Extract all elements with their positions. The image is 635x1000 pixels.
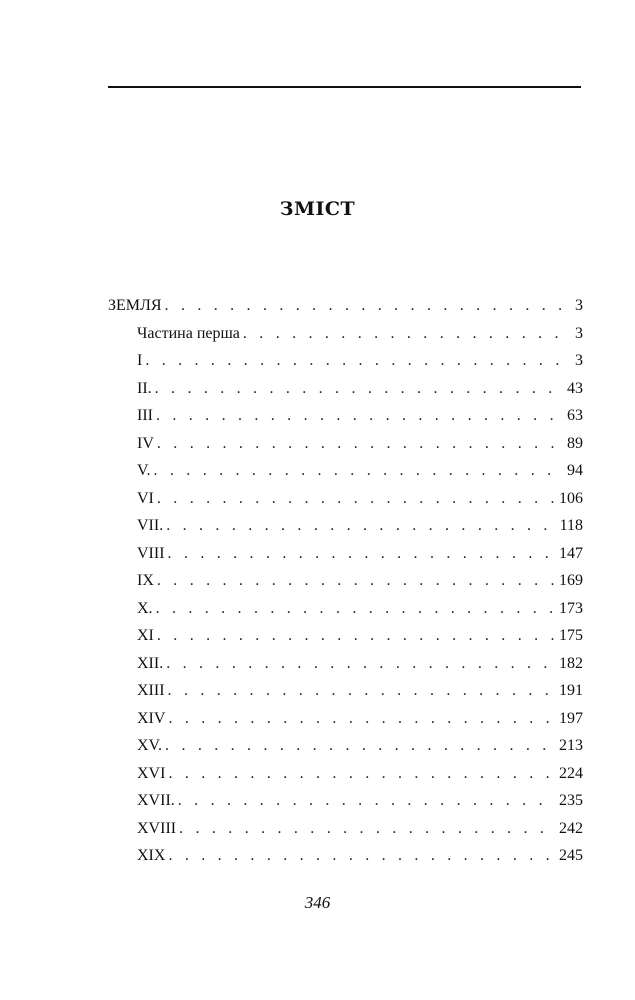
toc-entry-label: XI <box>137 627 154 644</box>
toc-entry-label: III <box>137 407 153 424</box>
toc-entry-page: 3 <box>575 352 583 369</box>
toc-entry-label: VIII <box>137 544 165 562</box>
toc-entry-label: IV <box>137 434 154 452</box>
toc-entry-label: X. <box>137 599 153 617</box>
toc-entry-page: 175 <box>559 627 583 644</box>
toc-entry <box>108 842 583 870</box>
toc-entry-page: 169 <box>559 572 583 589</box>
dot-leader <box>168 540 556 568</box>
dot-leader <box>156 595 556 623</box>
toc-entry <box>108 512 583 540</box>
toc-entry-page: 197 <box>559 709 583 727</box>
toc-entry-page: 242 <box>559 819 583 837</box>
toc-entry <box>108 457 583 485</box>
page-title: ЗМІСТ <box>279 198 356 220</box>
toc-entry <box>108 787 583 815</box>
toc-entry-page: 63 <box>567 407 583 424</box>
toc-entry-label: ЗЕМЛЯ <box>108 297 162 314</box>
page-number: 346 <box>304 893 331 912</box>
dot-leader <box>155 375 564 403</box>
toc-entry-page: 235 <box>559 792 583 809</box>
toc-entry-page: 89 <box>567 434 583 452</box>
toc-entry <box>108 650 583 678</box>
toc-entry-label: XV. <box>137 737 163 754</box>
toc-entry-page: 213 <box>559 737 583 754</box>
toc-entry-page: 182 <box>559 654 583 672</box>
toc-entry <box>108 347 583 375</box>
toc-entry <box>108 292 583 320</box>
dot-leader <box>168 705 556 733</box>
dot-leader <box>168 677 556 705</box>
dot-leader <box>157 485 556 513</box>
toc-entry-label: V. <box>137 462 151 479</box>
toc-entry-page: 43 <box>567 379 583 397</box>
dot-leader <box>178 787 556 815</box>
toc-entry-page: 106 <box>559 489 583 507</box>
toc-entry-page: 147 <box>559 544 583 562</box>
toc-entry-page: 173 <box>559 599 583 617</box>
toc-entry-page: 3 <box>575 297 583 314</box>
dot-leader <box>166 512 556 540</box>
toc-entry-label: II. <box>137 379 152 397</box>
toc-entry-page: 3 <box>575 324 583 342</box>
dot-leader <box>156 402 564 430</box>
toc-entry <box>108 402 583 430</box>
toc-entry-page: 245 <box>559 847 583 864</box>
toc-entry <box>108 677 583 705</box>
dot-leader <box>157 430 564 458</box>
dot-leader <box>179 815 556 843</box>
toc-entry-label: I <box>137 352 143 369</box>
dot-leader <box>157 622 556 650</box>
toc-entry-page: 118 <box>559 517 583 534</box>
toc-entry-page: 191 <box>559 682 583 699</box>
dot-leader <box>243 320 572 348</box>
toc-entry <box>108 430 583 458</box>
toc-entry <box>108 815 583 843</box>
dot-leader <box>145 347 572 375</box>
toc-entry <box>108 375 583 403</box>
toc-entry <box>108 705 583 733</box>
dot-leader <box>157 567 556 595</box>
dot-leader <box>154 457 565 485</box>
toc-entry-label: VI <box>137 489 154 507</box>
toc-entry-label: XIX <box>137 847 166 864</box>
toc-entry <box>108 732 583 760</box>
dot-leader <box>166 650 556 678</box>
toc-entry-label: XVIII <box>137 819 177 837</box>
table-of-contents <box>108 292 583 870</box>
toc-entry <box>108 595 583 623</box>
dot-leader <box>165 292 572 320</box>
dot-leader <box>168 760 556 788</box>
header-rule <box>108 86 581 88</box>
toc-entry <box>108 622 583 650</box>
dot-leader <box>168 842 556 870</box>
toc-entry-label: XIV <box>137 709 166 727</box>
toc-entry-label: XVII. <box>137 792 175 809</box>
toc-entry <box>108 320 583 348</box>
toc-entry-label: XVI <box>137 764 166 782</box>
toc-entry-page: 224 <box>559 764 583 782</box>
toc-entry-label: XII. <box>137 654 164 672</box>
toc-entry <box>108 485 583 513</box>
toc-entry-label: VII. <box>137 517 164 534</box>
toc-entry-label: Частина перша <box>137 324 240 342</box>
toc-entry <box>108 760 583 788</box>
toc-entry-label: IX <box>137 572 154 589</box>
dot-leader <box>165 732 556 760</box>
toc-entry <box>108 567 583 595</box>
toc-entry-label: XIII <box>137 682 165 699</box>
toc-entry <box>108 540 583 568</box>
toc-entry-page: 94 <box>567 462 583 479</box>
